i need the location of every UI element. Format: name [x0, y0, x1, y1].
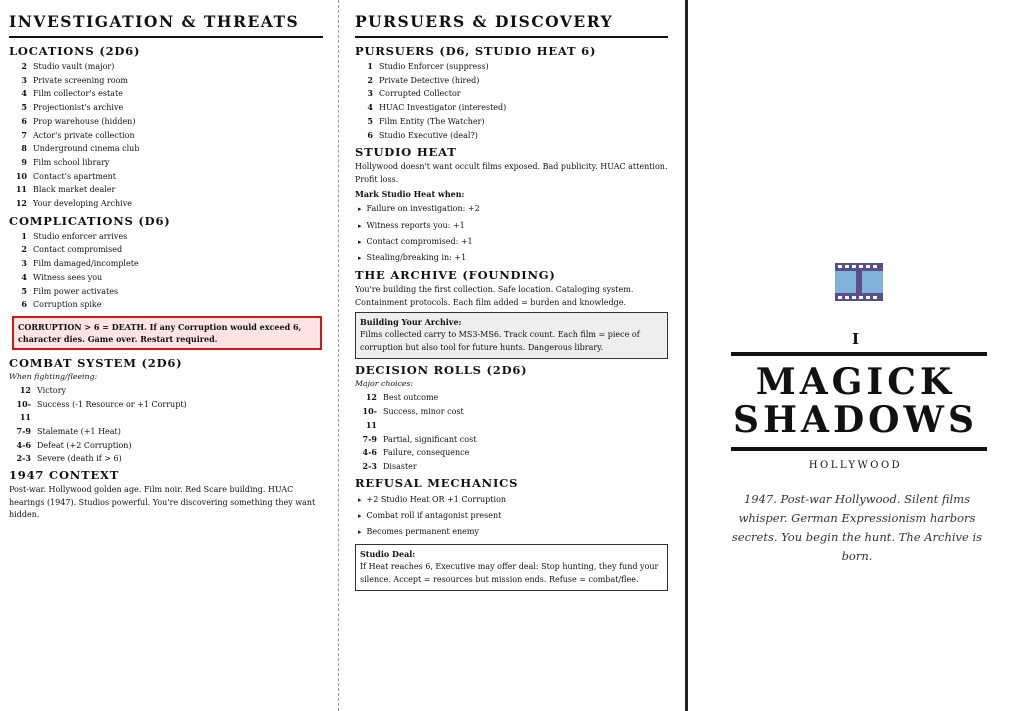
roll-number: 2 — [21, 61, 27, 71]
decision-row — [355, 460, 672, 474]
roll-result: Projectionist's archive — [33, 103, 124, 113]
roll-number: 3 — [21, 74, 27, 85]
cover-title — [688, 363, 1023, 439]
archive-box — [355, 312, 668, 359]
roll-number: 2 — [367, 74, 373, 85]
decision-row — [355, 446, 672, 460]
roll-result: Partial, significant cost — [383, 434, 477, 444]
roll-result: Victory — [37, 385, 67, 395]
cover-panel — [688, 0, 1023, 711]
combat-row — [9, 384, 326, 398]
roll-number: 9 — [21, 156, 27, 167]
roll-result: Stalemate (+1 Heat) — [37, 427, 121, 437]
complication-row — [9, 285, 326, 299]
roll-number: 6 — [21, 115, 27, 126]
heat-trigger-item: ▸ Stealing/breaking in: +1 — [355, 250, 672, 266]
roll-result: Film Entity (The Watcher) — [379, 116, 485, 126]
decision-row — [355, 391, 672, 405]
pursuers-table — [355, 60, 672, 142]
heat-trigger-item: ▸ Contact compromised: +1 — [355, 234, 672, 250]
combat-row — [9, 411, 326, 425]
roll-result: Success (-1 Resource or +1 Corrupt) — [37, 399, 187, 409]
decision-table — [355, 391, 672, 473]
roll-result: Corruption spike — [33, 300, 102, 310]
roll-result: Studio vault (major) — [33, 62, 115, 71]
location-row — [9, 170, 326, 184]
roll-number: 11 — [19, 412, 31, 423]
roll-number: 4 — [21, 88, 27, 99]
roll-result: Corrupted Collector — [379, 89, 461, 99]
cover-blurb: 1947. Post-war Hollywood. Silent films whisper. German Expressionism harbors secrets. You begin the hunt. The Archive is born. — [731, 492, 983, 563]
location-row — [9, 60, 326, 74]
cover-title-line1: MAGICK — [755, 361, 956, 403]
complication-row — [9, 257, 326, 271]
roll-result: Black market dealer — [33, 185, 116, 195]
refusal-item: ▸ Combat roll if antagonist present — [355, 508, 672, 524]
roll-number: 2-3 — [362, 460, 377, 471]
roll-result: Contact's apartment — [33, 171, 117, 181]
section-heading-pursuers: PURSUERS (D6, STUDIO HEAT 6) — [355, 44, 597, 58]
roll-result: Witness sees you — [33, 272, 103, 282]
roll-number: 2 — [21, 244, 27, 255]
section-heading-context: 1947 CONTEXT — [9, 468, 120, 483]
roll-number: 7-9 — [362, 433, 377, 444]
roll-result: Film damaged/incomplete — [33, 259, 139, 269]
combat-row — [9, 452, 326, 466]
roll-result: Success, minor cost — [383, 407, 464, 417]
roll-number: 1 — [21, 230, 27, 241]
section-heading-locations: LOCATIONS (2D6) — [9, 44, 141, 58]
section-heading-archive: THE ARCHIVE (FOUNDING) — [355, 268, 556, 283]
studio-deal-box — [355, 544, 668, 591]
roll-number: 7 — [21, 129, 27, 140]
location-row — [9, 115, 326, 129]
roll-number: 3 — [367, 88, 373, 99]
heat-trigger-item: ▸ Witness reports you: +1 — [355, 218, 672, 234]
roll-result: Private screening room — [33, 75, 128, 85]
roll-result: HUAC Investigator (interested) — [379, 103, 507, 113]
complication-row — [9, 230, 326, 244]
pursuer-row — [355, 101, 672, 115]
roll-number: 4-6 — [16, 439, 31, 450]
roll-result: Severe (death if > 6) — [37, 454, 122, 464]
refusal-list — [355, 492, 672, 541]
studio-deal-title: Studio Deal: — [360, 548, 416, 559]
roll-number: 2-3 — [16, 453, 31, 464]
combat-row — [9, 439, 326, 453]
corruption-warning-box: CORRUPTION > 6 = DEATH. If any Corruption would exceed 6, character dies. Game over. Restart required. — [12, 316, 322, 350]
roll-result: Underground cinema club — [33, 144, 140, 154]
roll-result: Contact compromised — [33, 245, 123, 255]
decision-note: Major choices: — [355, 379, 414, 389]
section-heading-refusal: REFUSAL MECHANICS — [355, 475, 519, 490]
column-investigation — [0, 0, 340, 711]
roll-number: 4 — [367, 102, 373, 113]
roll-result: Failure, consequence — [383, 448, 470, 458]
combat-note: When fighting/fleeing: — [9, 371, 98, 381]
roll-result: Studio enforcer arrives — [33, 231, 128, 241]
column-title: INVESTIGATION & THREATS — [9, 12, 323, 38]
roll-number: 5 — [21, 102, 27, 113]
combat-row — [9, 398, 326, 412]
heat-mark-label: Mark Studio Heat when: — [355, 189, 465, 200]
roll-result: Actor's private collection — [33, 130, 135, 140]
roll-result: Film power activates — [33, 286, 119, 296]
roll-number: 3 — [21, 258, 27, 269]
location-row — [9, 74, 326, 88]
decision-row — [355, 433, 672, 447]
complication-row — [9, 271, 326, 285]
roll-result: Film school library — [33, 157, 110, 167]
film-frames-icon — [835, 263, 883, 301]
roll-number: 5 — [21, 285, 27, 296]
location-row — [9, 87, 326, 101]
roll-result: Film collector's estate — [33, 89, 123, 99]
roll-number: 10- — [16, 398, 31, 409]
pursuer-row — [355, 74, 672, 88]
volume-number: I — [851, 330, 860, 348]
roll-result: Your developing Archive — [33, 199, 132, 209]
roll-number: 12 — [365, 392, 377, 403]
pursuer-row — [355, 115, 672, 129]
location-row — [9, 156, 326, 170]
roll-number: 10- — [362, 406, 377, 417]
refusal-item: ▸ Becomes permanent enemy — [355, 524, 672, 540]
section-heading-decision: DECISION ROLLS (2D6) — [355, 363, 528, 378]
section-heading-combat: COMBAT SYSTEM (2D6) — [9, 355, 183, 370]
complication-row — [9, 243, 326, 257]
heat-text: Hollywood doesn't want occult films exposed. Bad publicity. HUAC attention. Profit loss. — [355, 162, 668, 184]
refusal-item: ▸ +2 Studio Heat OR +1 Corruption — [355, 492, 672, 508]
pursuer-row — [355, 129, 672, 143]
roll-result: Defeat (+2 Corruption) — [37, 440, 132, 450]
roll-result: Studio Executive (deal?) — [379, 130, 478, 140]
cover-subtitle: HOLLYWOOD — [808, 460, 903, 471]
archive-box-title: Building Your Archive: — [360, 317, 462, 328]
roll-result: Private Detective (hired) — [379, 75, 480, 85]
column-title: PURSUERS & DISCOVERY — [355, 12, 668, 38]
roll-number: 8 — [21, 143, 27, 154]
roll-number: 12 — [19, 384, 31, 395]
heat-list — [355, 201, 672, 266]
context-text: Post-war. Hollywood golden age. Film noir. Red Scare building. HUAC hearings (1947). Studios powerful. You're discovering something they want hidden. — [9, 485, 316, 520]
location-row — [9, 101, 326, 115]
location-row — [9, 197, 326, 211]
archive-box-text: Films collected carry to MS3-MS6. Track count. Each film = piece of corruption but also tool for future hunts. Dangerous library. — [360, 330, 640, 353]
heat-trigger-item: ▸ Failure on investigation: +2 — [355, 201, 672, 217]
archive-text: You're building the first collection. Safe location. Cataloging system. Containment protocols. Each film added = burden and knowledge. — [355, 285, 634, 307]
locations-table — [9, 60, 326, 211]
roll-number: 11 — [365, 419, 377, 430]
cover-title-line2: SHADOWS — [733, 399, 978, 441]
studio-deal-text: If Heat reaches 6, Executive may offer deal: Stop hunting, they fund your silence. Accept = resources but mission ends. Refuse = combat/flee. — [360, 561, 659, 584]
roll-number: 1 — [367, 61, 373, 71]
roll-result: Studio Enforcer (suppress) — [379, 62, 489, 71]
location-row — [9, 142, 326, 156]
combat-table — [9, 384, 326, 466]
roll-number: 6 — [367, 129, 373, 140]
roll-result: Best outcome — [383, 393, 439, 403]
column-pursuers — [341, 0, 686, 711]
location-row — [9, 129, 326, 143]
title-rule-top — [731, 352, 987, 356]
roll-number: 6 — [21, 299, 27, 310]
roll-number: 12 — [15, 198, 27, 209]
decision-row — [355, 419, 672, 433]
roll-number: 5 — [367, 115, 373, 126]
roll-number: 11 — [15, 184, 27, 195]
section-heading-heat: STUDIO HEAT — [355, 145, 457, 160]
title-rule-bottom — [731, 447, 987, 451]
roll-number: 10 — [15, 170, 27, 181]
pursuer-row — [355, 60, 672, 74]
roll-number: 4 — [21, 271, 27, 282]
complication-row — [9, 298, 326, 312]
complications-table — [9, 230, 326, 312]
decision-row — [355, 405, 672, 419]
location-row — [9, 183, 326, 197]
roll-result: Disaster — [383, 461, 417, 471]
pursuer-row — [355, 87, 672, 101]
roll-result: Prop warehouse (hidden) — [33, 116, 136, 126]
roll-number: 7-9 — [16, 426, 31, 437]
section-heading-complications: COMPLICATIONS (D6) — [9, 213, 171, 228]
roll-number: 4-6 — [362, 447, 377, 458]
combat-row — [9, 425, 326, 439]
